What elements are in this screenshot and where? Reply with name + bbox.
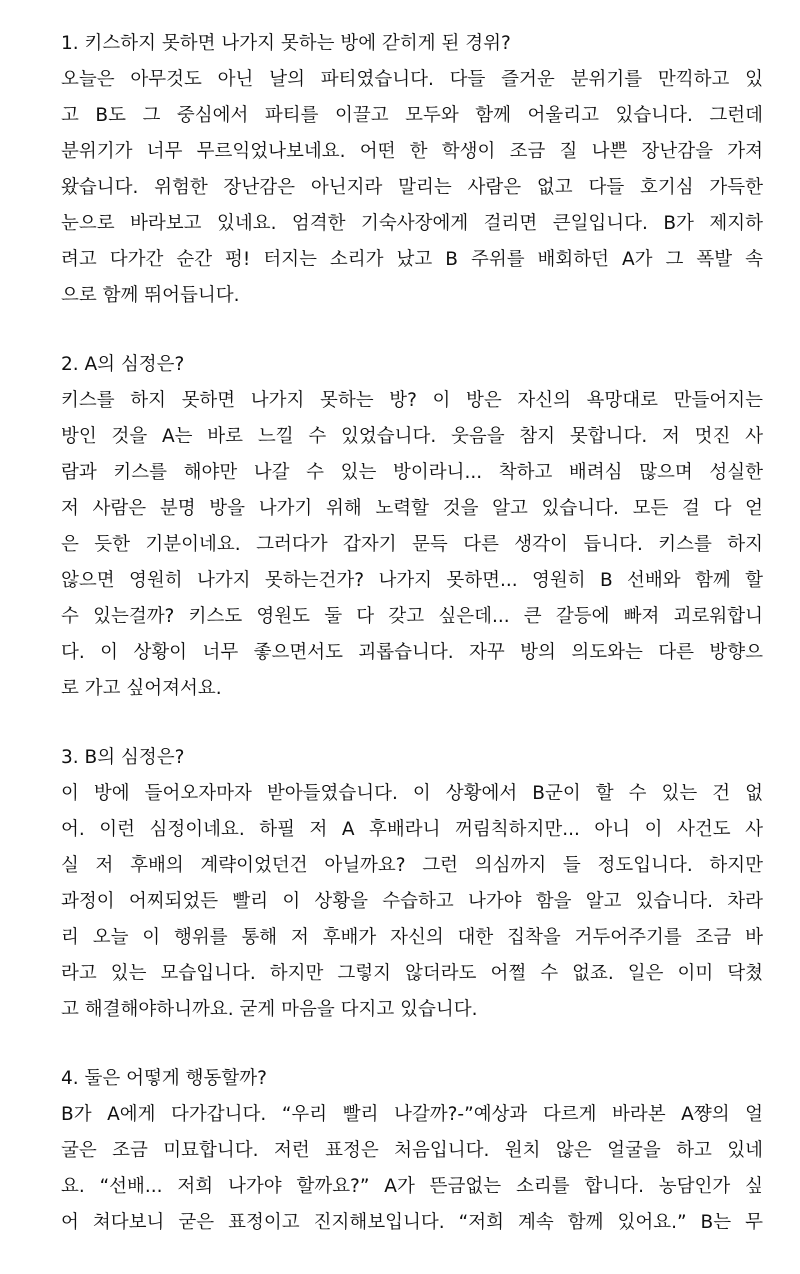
text-line: 이 방에 들어오자마자 받아들였습니다. 이 상황에서 B군이 할 수 있는 건 없	[61, 783, 763, 804]
text-line: 왔습니다. 위험한 장난감은 아닌지라 말리는 사람은 없고 다들 호기심 가득한	[61, 177, 763, 198]
text-line: B가 A에게 다가갑니다. “우리 빨리 나갈까?-”예상과 다르게 바라본 A쨩의 얼	[61, 1104, 763, 1125]
text-line: 고 해결해야하니까요. 굳게 마음을 다지고 있습니다.	[61, 999, 478, 1020]
section-heading: 2. A의 심정은?	[61, 354, 185, 375]
text-line: 방인 것을 A는 바로 느낄 수 있었습니다. 웃음을 참지 못합니다. 저 멋진 사	[61, 426, 763, 447]
text-line: 실 저 후배의 계략이었던건 아닐까요? 그런 의심까지 들 정도입니다. 하지만	[61, 855, 763, 876]
text-line: 굴은 조금 미묘합니다. 저런 표정은 처음입니다. 원치 않은 얼굴을 하고 있네	[61, 1140, 763, 1161]
text-line: 려고 다가간 순간 펑! 터지는 소리가 났고 B 주위를 배회하던 A가 그 폭발 속	[61, 249, 763, 270]
text-line: 로 가고 싶어져서요.	[61, 678, 222, 699]
section-heading: 1. 키스하지 못하면 나가지 못하는 방에 갇히게 된 경위?	[61, 33, 511, 54]
text-line: 저 사람은 분명 방을 나가기 위해 노력할 것을 알고 있습니다. 모든 걸 다 얻	[61, 498, 763, 519]
text-line: 으로 함께 뛰어듭니다.	[61, 285, 240, 306]
text-line: 분위기가 너무 무르익었나보네요. 어떤 한 학생이 조금 질 나쁜 장난감을 가져	[61, 141, 763, 162]
text-line: 다. 이 상황이 너무 좋으면서도 괴롭습니다. 자꾸 방의 의도와는 다른 방향으	[61, 642, 763, 663]
section-1	[61, 26, 763, 314]
text-line: 은 듯한 기분이네요. 그러다가 갑자기 문득 다른 생각이 듭니다. 키스를 하지	[61, 534, 763, 555]
section-3	[61, 740, 763, 1028]
text-line: 어. 이런 심정이네요. 하필 저 A 후배라니 꺼림칙하지만... 아니 이 사건도 사	[61, 819, 763, 840]
text-line: 과정이 어찌되었든 빨리 이 상황을 수습하고 나가야 함을 알고 있습니다. 차라	[61, 891, 763, 912]
text-line: 수 있는걸까? 키스도 영원도 둘 다 갖고 싶은데... 큰 갈등에 빠져 괴로워합니	[61, 606, 763, 627]
text-line: 오늘은 아무것도 아닌 날의 파티였습니다. 다들 즐거운 분위기를 만끽하고 있	[61, 69, 763, 90]
text-line: 요. “선배... 저희 나가야 할까요?” A가 뜬금없는 소리를 합니다. 농담인가 싶	[61, 1176, 763, 1197]
section-heading: 3. B의 심정은?	[61, 747, 185, 768]
text-line: 않으면 영원히 나가지 못하는건가? 나가지 못하면... 영원히 B 선배와 함께 할	[61, 570, 763, 591]
document-page	[61, 26, 763, 1274]
text-line: 어 쳐다보니 굳은 표정이고 진지해보입니다. “저희 계속 함께 있어요.” B는 무	[61, 1212, 763, 1233]
text-line: 키스를 하지 못하면 나가지 못하는 방? 이 방은 자신의 욕망대로 만들어지는	[61, 390, 763, 411]
text-line: 라고 있는 모습입니다. 하지만 그렇지 않더라도 어쩔 수 없죠. 일은 이미 닥쳤	[61, 963, 763, 984]
text-line: 리 오늘 이 행위를 통해 저 후배가 자신의 대한 집착을 거두어주기를 조금 바	[61, 927, 763, 948]
text-line: 고 B도 그 중심에서 파티를 이끌고 모두와 함께 어울리고 있습니다. 그런데	[61, 105, 763, 126]
section-2	[61, 347, 763, 707]
section-4	[61, 1061, 763, 1241]
text-line: 눈으로 바라보고 있네요. 엄격한 기숙사장에게 걸리면 큰일입니다. B가 제지하	[61, 213, 763, 234]
text-line: 람과 키스를 해야만 나갈 수 있는 방이라니... 착하고 배려심 많으며 성실한	[61, 462, 763, 483]
section-heading: 4. 둘은 어떻게 행동할까?	[61, 1068, 267, 1089]
